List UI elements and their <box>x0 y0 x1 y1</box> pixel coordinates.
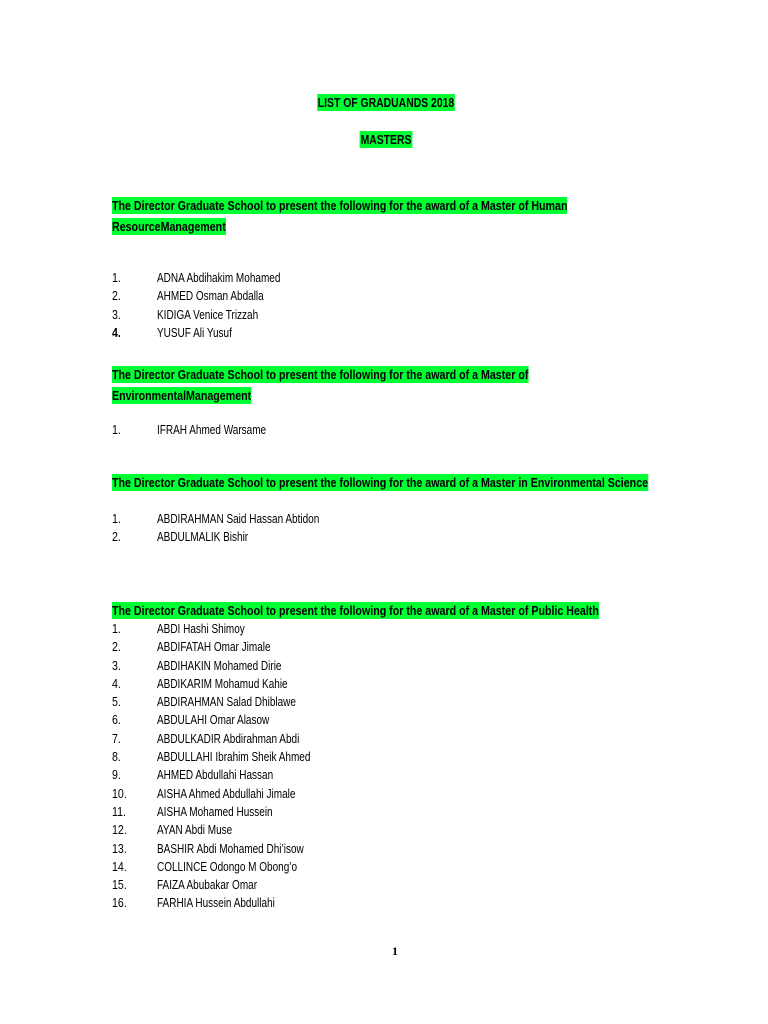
section-heading-hrm: The Director Graduate School to present the following for the award of a Master of Human ResourceManagement <box>112 198 568 234</box>
page-number: 1 <box>392 944 398 958</box>
document-page: LIST OF GRADUANDS 2018 MASTERS The Director Graduate School to present the following for the award of a Master of Human ResourceManagement 1. ADNA Abdihakim Mohamed 2. AHMED Osman Abdalla 3. KIDIGA Venice Trizzah 4. YUSUF Ali Yusuf The Director Graduate School to present the following for the award of a Master of EnvironmentalManagement 1. IFRAH Ahmed Warsame The Director Graduate School to present the following for the award of a Master in Environmental Science 1. ABDIRAHMAN Said Hassan Abtidon 2. ABDULMALIK Bishir The Director Graduate School to present the following for the award of a Master of Public Health 1. ABDI Hashi Shimoy 2. ABDIFATAH Omar Jimale 3. ABDIHAKIN Mohamed Dirie 4. ABDIKARIM Mohamud Kahie 5. ABDIRAHMAN Salad Dhiblawe 6. ABDULAHI Omar Alasow 7. ABDULKADIR Abdirahman Abdi 8. ABDULLAHI Ibrahim Sheik Ahmed 9. AHMED Abdullahi Hassan 10. AISHA Ahmed Abdullahi Jimale 11. AISHA Mohamed Hussein 12. AYAN Abdi Muse 13. BASHIR Abdi Mohamed Dhi’isow 14. COLLINCE Odongo M Obong’o 15. FAIZA Abubakar Omar 16. FARHIA Hussein Abdullahi 1 <box>0 0 768 1024</box>
document-title: LIST OF GRADUANDS 2018 <box>317 95 455 110</box>
section-heading-env-mgmt: The Director Graduate School to present the following for the award of a Master of EnvironmentalManagement <box>112 367 529 403</box>
section-heading-public-health: The Director Graduate School to present the following for the award of a Master of Public Health <box>112 603 599 618</box>
section-heading-env-science: The Director Graduate School to present the following for the award of a Master in Environmental Science <box>112 475 649 490</box>
document-subtitle: MASTERS <box>360 132 412 147</box>
